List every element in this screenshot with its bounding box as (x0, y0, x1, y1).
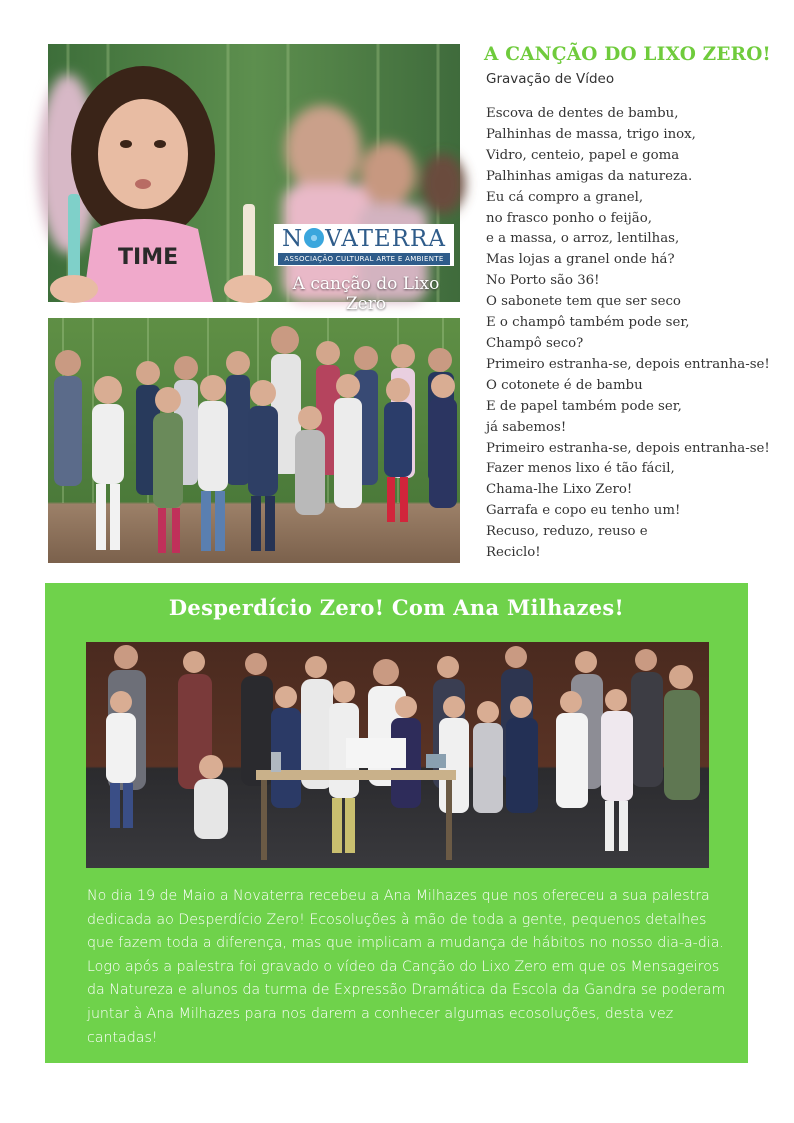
novaterra-logo (274, 224, 454, 266)
lyric-line: Vidro, centeio, papel e goma (486, 147, 680, 163)
lyric-line: Chama-lhe Lixo Zero! (486, 482, 633, 498)
lyric-line: Palhinhas de massa, trigo inox, (486, 126, 696, 142)
lyric-line: Garrafa e copo eu tenho um! (486, 503, 681, 519)
lyric-line: no frasco ponho o feijão, (486, 210, 652, 226)
lyric-line: já sabemos! (486, 419, 567, 435)
lyric-line: Recuso, reduzo, reuso e (486, 524, 648, 540)
lyric-line: Eu cá compro a granel, (486, 189, 644, 205)
photo-children-group (48, 318, 460, 563)
lyric-line: O cotonete é de bambu (486, 377, 643, 393)
lyric-line: Fazer menos lixo é tão fácil, (486, 461, 675, 477)
song-subtitle: Gravação de Vídeo (486, 71, 615, 87)
lyric-line: Palhinhas amigas da natureza. (486, 168, 693, 184)
logo-o-ring-icon (304, 228, 324, 248)
event-section (45, 583, 748, 1063)
shirt-print: TIME (118, 245, 179, 270)
lyric-line: e a massa, o arroz, lentilhas, (486, 231, 680, 247)
lyric-line: No Porto são 36! (486, 273, 600, 289)
lyric-line: E o champô também pode ser, (486, 315, 690, 331)
lyric-line: Primeiro estranha-se, depois entranha-se! (486, 440, 770, 456)
lyric-line: Mas lojas a granel onde há? (486, 252, 675, 268)
lyric-line: O sabonete tem que ser seco (486, 294, 681, 310)
lyric-line: Reciclo! (486, 545, 541, 561)
lyric-line: Champô seco? (486, 335, 584, 351)
song-lyrics (486, 104, 786, 564)
lyric-line: Primeiro estranha-se, depois entranha-se! (486, 356, 770, 372)
photo-child-toothbrushes (48, 44, 460, 314)
photo-caption: A canção do Lixo Zero (292, 274, 440, 314)
lyric-line: Escova de dentes de bambu, (486, 106, 679, 121)
song-title: A CANÇÃO DO LIXO ZERO! (484, 44, 771, 65)
logo-name: N VATERRA (282, 226, 446, 252)
event-title: Desperdício Zero! Com Ana Milhazes! (168, 595, 625, 620)
logo-subtitle: ASSOCIAÇÃO CULTURAL ARTE E AMBIENTE (278, 253, 450, 265)
photo-event-group (86, 642, 709, 868)
lyric-line: E de papel também pode ser, (486, 398, 682, 414)
event-description: No dia 19 de Maio a Novaterra recebeu a Ana Milhazes que nos ofereceu a sua palestra dedicada ao Desperdício Zero! Ecosoluções à mão de toda a gente, pequenos detalhes que fazem toda a diferença, mas que implicam a mudança de hábitos no nosso dia-a-dia. Logo após a palestra foi gravado o vídeo da Canção do Lixo Zero em que os Mensageiros da Natureza e alunos da turma de Expressão Dramática da Escola da Gandra se poderam juntar à Ana Milhazes para nos darem a conhecer algumas ecosoluções, desta vez cantadas! (87, 888, 726, 1046)
